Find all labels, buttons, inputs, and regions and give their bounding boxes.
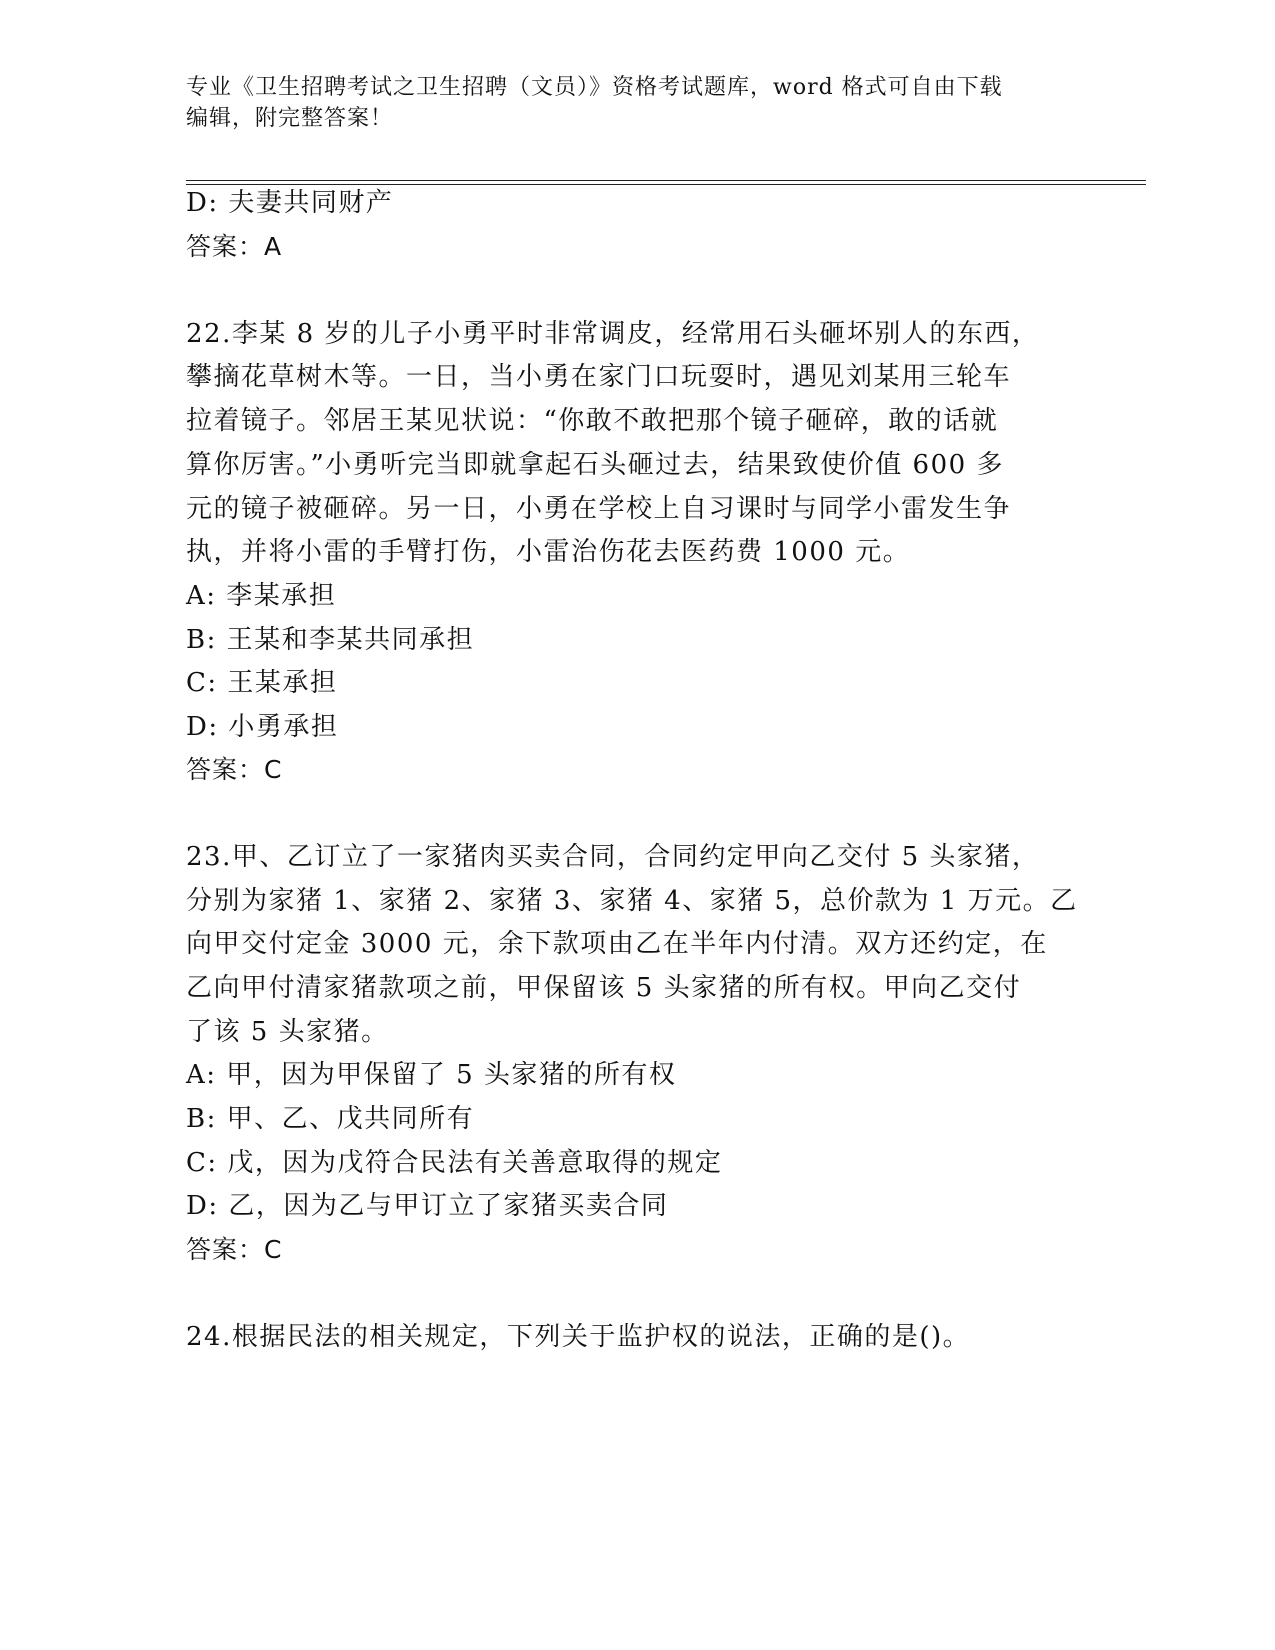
q23-option-b: B: 甲、乙、戊共同所有 (186, 1104, 475, 1134)
q23-option-c: C: 戊，因为戊符合民法有关善意取得的规定 (186, 1148, 723, 1178)
q23-stem-line-2: 分别为家猪 1、家猪 2、家猪 3、家猪 4、家猪 5，总价款为 1 万元。乙 (186, 886, 1078, 916)
q24-stem-line-1: 24.根据民法的相关规定，下列关于监护权的说法，正确的是()。 (186, 1322, 971, 1352)
header-divider-bottom (186, 184, 1146, 185)
q23-stem-line-4: 乙向甲付清家猪款项之前，甲保留该 5 头家猪的所有权。甲向乙交付 (186, 973, 1022, 1003)
q22-stem-line-3: 拉着镜子。邻居王某见状说：“你敢不敢把那个镜子砸碎，敢的话就 (186, 406, 999, 436)
q23-answer: 答案：C (186, 1235, 283, 1264)
header-divider-top (186, 180, 1146, 181)
header-line-2: 编辑，附完整答案！ (186, 106, 394, 131)
q22-option-b: B: 王某和李某共同承担 (186, 625, 475, 655)
q22-stem-line-1: 22.李某 8 岁的儿子小勇平时非常调皮，经常用石头砸坏别人的东西， (186, 319, 1040, 349)
prev-option-d: D: 夫妻共同财产 (186, 188, 394, 218)
prev-answer: 答案：A (186, 232, 283, 261)
q23-stem-line-1: 23.甲、乙订立了一家猪肉买卖合同，合同约定甲向乙交付 5 头家猪， (186, 842, 1040, 872)
q23-stem-line-3: 向甲交付定金 3000 元，余下款项由乙在半年内付清。双方还约定，在 (186, 929, 1048, 959)
q22-stem-line-6: 执，并将小雷的手臂打伤，小雷治伤花去医药费 1000 元。 (186, 537, 911, 567)
q22-option-c: C: 王某承担 (186, 668, 338, 698)
q22-option-d: D: 小勇承担 (186, 712, 339, 742)
q23-stem-line-5: 了该 5 头家猪。 (186, 1017, 389, 1047)
q22-answer: 答案：C (186, 755, 283, 784)
q23-option-d: D: 乙，因为乙与甲订立了家猪买卖合同 (186, 1191, 669, 1221)
header-line-1: 专业《卫生招聘考试之卫生招聘（文员）》资格考试题库，word 格式可自由下载 (186, 75, 1003, 100)
q22-stem-line-2: 攀摘花草树木等。一日，当小勇在家门口玩耍时，遇见刘某用三轮车 (186, 362, 1012, 392)
q22-stem-line-4: 算你厉害。”小勇听完当即就拿起石头砸过去，结果致使价值 600 多 (186, 450, 1004, 480)
page-header (186, 72, 1086, 134)
q23-option-a: A: 甲，因为甲保留了 5 头家猪的所有权 (186, 1060, 677, 1090)
q22-option-a: A: 李某承担 (186, 581, 337, 611)
q22-stem-line-5: 元的镜子被砸碎。另一日，小勇在学校上自习课时与同学小雷发生争 (186, 494, 1012, 524)
